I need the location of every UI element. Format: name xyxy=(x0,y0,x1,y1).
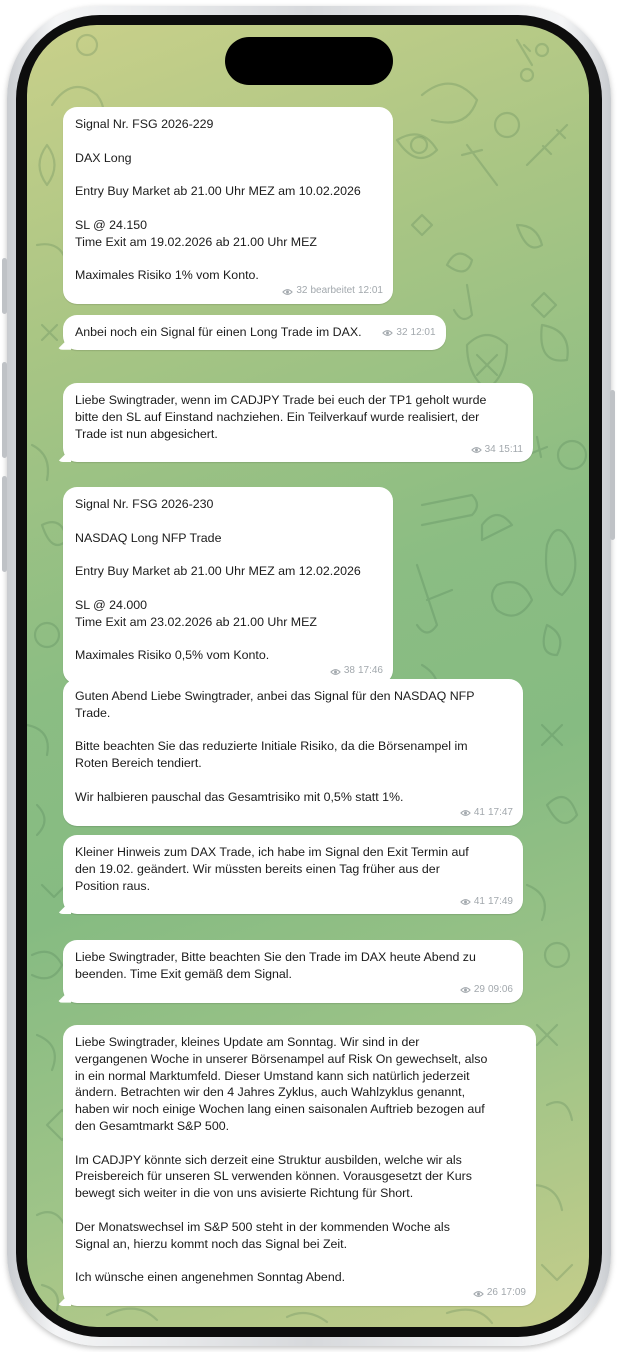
message-meta xyxy=(282,283,383,300)
message-line xyxy=(75,513,381,530)
power-button xyxy=(610,390,615,540)
message-time: 17:49 xyxy=(487,895,513,907)
message-line: Trade. xyxy=(75,705,111,720)
message-line: Maximales Risiko 1% vom Konto. xyxy=(75,268,259,283)
message-line xyxy=(75,546,381,563)
message-line: Liebe Swingtrader, kleines Update am Sonntag. Wir sind in der xyxy=(75,1035,420,1049)
message-time: 09:06 xyxy=(487,983,513,995)
message-bubble-3[interactable] xyxy=(63,383,533,462)
eye-icon xyxy=(282,288,293,296)
eye-icon xyxy=(460,809,471,817)
view-count: 26 xyxy=(486,1287,498,1299)
view-count: 41 xyxy=(473,895,485,907)
message-meta xyxy=(471,442,523,459)
eye-icon xyxy=(471,446,482,454)
volume-up-button xyxy=(2,362,7,458)
message-line: Maximales Risiko 0,5% vom Konto. xyxy=(75,648,270,663)
message-line: Signal Nr. FSG 2026-229 xyxy=(75,117,214,131)
message-line: den Gesamtmarkt S&P 500. xyxy=(75,1118,230,1133)
message-line xyxy=(75,580,381,597)
message-line: Signal an, hierzu kommt noch das Signal bei Zeit. xyxy=(75,1236,348,1251)
message-line: Liebe Swingtrader, Bitte beachten Sie den Trade im DAX heute Abend zu xyxy=(75,950,476,964)
view-count: 32 xyxy=(296,285,308,297)
message-line: Guten Abend Liebe Swingtrader, anbei das Signal für den NASDAQ NFP xyxy=(75,689,475,703)
message-time: 12:01 xyxy=(410,327,436,338)
message-meta xyxy=(382,325,435,342)
eye-icon xyxy=(382,329,393,337)
message-line: Anbei noch ein Signal für einen Long Trade im DAX. xyxy=(75,325,362,339)
message-line xyxy=(75,630,381,647)
message-bubble-8[interactable] xyxy=(63,1025,536,1306)
edited-label: bearbeitet xyxy=(310,285,355,297)
message-line: Liebe Swingtrader, wenn im CADJPY Trade bei euch der TP1 geholt wurde xyxy=(75,393,487,407)
message-line xyxy=(75,250,381,267)
message-line: Entry Buy Market ab 21.00 Uhr MEZ am 10.02.2026 xyxy=(75,184,361,199)
eye-icon xyxy=(473,1290,484,1298)
message-time: 17:46 xyxy=(357,665,383,677)
message-line xyxy=(75,200,381,217)
message-line: DAX Long xyxy=(75,150,132,165)
volume-down-button xyxy=(2,476,7,572)
message-line: den 19.02. geändert. Wir müssten bereits einen Tag früher aus der xyxy=(75,861,440,876)
message-time: 17:09 xyxy=(500,1287,526,1299)
message-bubble-1[interactable] xyxy=(63,107,393,304)
message-line: beenden. Time Exit gemäß dem Signal. xyxy=(75,966,292,981)
dynamic-island xyxy=(225,37,393,85)
view-count: 29 xyxy=(473,983,485,995)
message-line: Trade ist nun abgesichert. xyxy=(75,426,218,441)
message-line xyxy=(75,1252,524,1269)
eye-icon xyxy=(330,668,341,676)
message-line: Entry Buy Market ab 21.00 Uhr MEZ am 12.02.2026 xyxy=(75,564,361,579)
message-line xyxy=(75,166,381,183)
message-line xyxy=(75,133,381,150)
message-time: 17:47 xyxy=(487,806,513,818)
view-count: 41 xyxy=(473,806,485,818)
message-line: Im CADJPY könnte sich derzeit eine Struktur ausbilden, welche wir als xyxy=(75,1152,462,1167)
message-line: ändern. Betrachten wir den 4 Jahres Zyklus, auch Wahlzyklus genannt, xyxy=(75,1085,466,1100)
message-line: Der Monatswechsel im S&P 500 steht in der kommenden Woche als xyxy=(75,1219,450,1234)
message-meta xyxy=(460,982,513,999)
message-line xyxy=(75,722,511,739)
message-bubble-4[interactable] xyxy=(63,487,393,684)
message-line xyxy=(75,772,511,789)
message-meta xyxy=(330,663,383,680)
message-line: haben wir noch einige Wochen lang einen saisonalen Auftrieb bezogen auf xyxy=(75,1102,485,1117)
message-line: SL @ 24.000 xyxy=(75,597,148,612)
message-line: SL @ 24.150 xyxy=(75,217,148,232)
message-line: Ich wünsche einen angenehmen Sonntag Abend. xyxy=(75,1270,346,1285)
message-line: bewegt sich weiter in die von uns avisierte Richtung für Short. xyxy=(75,1186,414,1201)
message-line: in ein normal Marktumfeld. Dieser Umstand kann sich natürlich jederzeit xyxy=(75,1068,470,1083)
message-bubble-7[interactable] xyxy=(63,940,523,1003)
message-line xyxy=(75,1202,524,1219)
message-meta xyxy=(473,1285,526,1302)
action-button xyxy=(2,258,7,314)
message-line: bitte den SL auf Einstand nachziehen. Ein Teilverkauf wurde realisiert, der xyxy=(75,409,480,424)
view-count: 34 xyxy=(484,443,496,455)
message-line: Time Exit am 19.02.2026 ab 21.00 Uhr MEZ xyxy=(75,234,317,249)
message-line: Position raus. xyxy=(75,878,151,893)
view-count: 38 xyxy=(343,665,355,677)
message-line: Kleiner Hinweis zum DAX Trade, ich habe im Signal den Exit Termin auf xyxy=(75,845,469,859)
eye-icon xyxy=(460,986,471,994)
message-line xyxy=(75,1135,524,1152)
message-line: Signal Nr. FSG 2026-230 xyxy=(75,497,214,511)
message-meta xyxy=(460,894,513,911)
message-bubble-6[interactable] xyxy=(63,835,523,914)
message-line: Roten Bereich tendiert. xyxy=(75,756,202,771)
view-count: 32 xyxy=(396,327,408,338)
message-line: Wir halbieren pauschal das Gesamtrisiko mit 0,5% statt 1%. xyxy=(75,789,404,804)
message-bubble-5[interactable] xyxy=(63,679,523,826)
eye-icon xyxy=(460,898,471,906)
message-time: 12:01 xyxy=(357,285,383,297)
message-time: 15:11 xyxy=(498,443,523,455)
message-line: vergangenen Woche in unserer Börsenampel auf Risk On gewechselt, also xyxy=(75,1051,488,1066)
message-line: Preisbereich für unseren SL verwenden können. Vorausgesetzt der Kurs xyxy=(75,1169,472,1184)
message-line: NASDAQ Long NFP Trade xyxy=(75,530,222,545)
message-meta xyxy=(460,805,513,822)
message-bubble-2[interactable] xyxy=(63,315,446,350)
chat-screen[interactable] xyxy=(27,25,589,1327)
message-line: Bitte beachten Sie das reduzierte Initiale Risiko, da die Börsenampel im xyxy=(75,739,468,754)
message-line: Time Exit am 23.02.2026 ab 21.00 Uhr MEZ xyxy=(75,614,317,629)
